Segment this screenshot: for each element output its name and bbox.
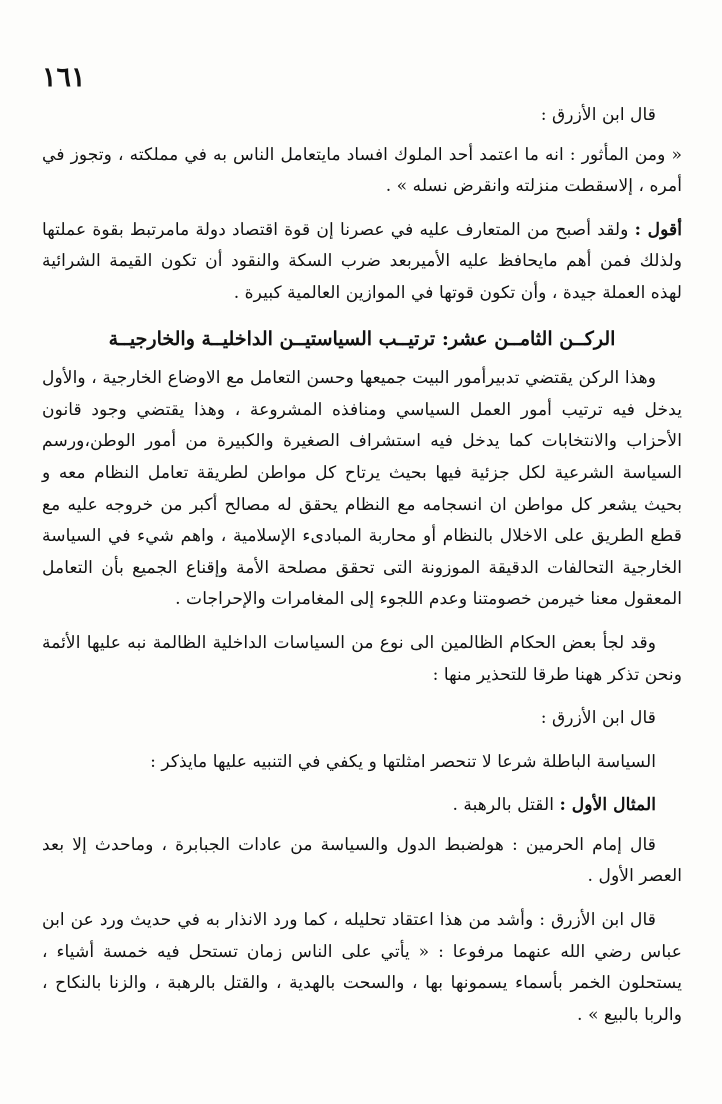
paragraph-pillar-description: وهذا الركن يقتضي تدبيرأمور البيت جميعها وحسن التعامل مع الاوضاع الخارجية ، والأول يدخل فيه ترتيب أمور العمل السياسي ومنافذه المشروعة ، وهذا يقتضي وجود قانون الأحزاب والانتخابات كما يدخل فيه استشراف الصغيرة والكبيرة من أمور الوطن،ورسم السياسة الشرعية لكل جزئية فيها بحيث يرتاح كل مواطن لطريقة تعامل النظام معه و بحيث يشعر كل مواطن ان انسجامه مع النظام يحقق له مصالح أكبر من خروجه عليه مع قطع الطريق على الاخلال بالنظام أو محاربة المبادىء الإسلامية ، واهم شيء في السياسة الخارجية التحالفات الدقيقة الموزونة التى تحقق مصلحة الأمة وإقناع الجميع بأن التعامل المعقول معنا خيرمن خصومتنا وعدم اللجوء إلى المغامرات والإحراجات . [42,368,682,610]
paragraph-author-comment [42,215,682,310]
paragraph-ibn-azraq-quote-intro: قال ابن الأزرق : [540,105,656,125]
paragraph-unjust-policies: وقد لجأ بعض الحكام الظالمين الى نوع من السياسات الداخلية الظالمة نبه عليها الأئمة ونحن تذكر ههنا طرقا للتحذير منها : [42,632,682,685]
author-comment-text: ولقد أصبح من المتعارف عليه في عصرنا إن قوة اقتصاد دولة مامرتبط بقوة عملتها ولذلك فمن أهم مايحافظ عليه الأميربعد ضرب السكة والنقود أن تكون القيمة الشرائية لهذه العملة جيدة ، وأن تكون قوتها في الموازين العالمية كبيرة . [42,219,682,303]
page-number: ١٦١ [42,62,86,93]
paragraph-proverb-quote: « ومن المأثور : انه ما اعتمد أحد الملوك افساد مايتعامل الناس به في مملكته ، وتجوز في أمره ، إلاسقطت منزلته وانقرض نسله » . [42,144,682,197]
paragraph-ibn-azraq-said: قال ابن الأزرق : [540,708,656,729]
paragraph-invalid-policy: السياسة الباطلة شرعا لا تنحصر امثلتها و يكفي في التنبيه عليها مايذكر : [150,751,656,772]
book-page [42,50,682,1090]
first-example-text: القتل بالرهبة . [452,795,554,816]
author-comment-label: أقول : [634,219,683,240]
paragraph-hadith: قال ابن الأزرق : وأشد من هذا اعتقاد تحليله ، كما ورد الانذار به في حديث ورد عن ابن عباس رضي الله عنهما مرفوعا : « يأتي على الناس زمان تستحل فيه خمسة أشياء ، يستحلون الخمر بأسماء يسمونها بها ، والسحت بالهدية ، والقتل بالرهبة ، والزنا بالنكاح ، والربا بالبيع » . [42,910,682,1025]
first-example-label: المثال الأول : [559,795,656,816]
paragraph-first-example [42,790,682,822]
section-heading: الركــن الثامــن عشر: ترتيــب السياستيــن الداخليــة والخارجيــة [108,327,616,350]
paragraph-imam-haramayn: قال إمام الحرمين : هولضبط الدول والسياسة من عادات الجبابرة ، وماحدث إلا بعد العصر الأول . [42,834,682,887]
page-body [42,100,682,1031]
